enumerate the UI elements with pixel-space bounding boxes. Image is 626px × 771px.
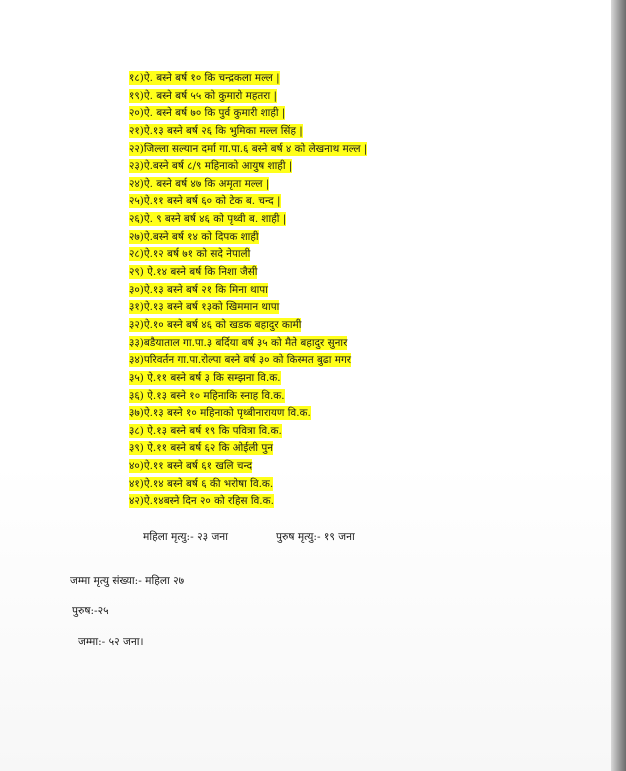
list-item (129, 70, 367, 88)
list-item (129, 493, 367, 511)
list-item-text: १९)ऐ. बस्ने बर्ष ५५ को कुमारो महतरा | (129, 89, 278, 102)
list-item (129, 317, 367, 335)
list-item-text: २२)जिल्ला सल्यान दर्मा गा.पा.६ बस्ने बर्ष ४ को लेखनाथ मल्ल | (129, 142, 368, 155)
list-item-text: ३१)ऐ.१३ बस्ने बर्ष १३को खिममान थापा (129, 301, 280, 314)
list-item (129, 176, 367, 194)
list-item (129, 264, 367, 282)
male-deaths-total: पुरुष मृत्यु:- १९ जना (276, 531, 355, 543)
list-item-text: २०)ऐ. बस्ने बर्ष ७० कि पुर्व कुमारी शाही | (129, 107, 286, 120)
list-item (129, 141, 367, 159)
list-item-text: ३०)ऐ.१३ बस्ने बर्ष २१ कि मिना थापा (129, 283, 268, 296)
list-item (129, 458, 367, 476)
list-item (129, 123, 367, 141)
death-list (129, 70, 367, 511)
female-deaths-total: महिला मृत्यु:- २३ जना (143, 531, 228, 543)
list-item-text: ३२)ऐ.१० बस्ने बर्ष ४६ को खडक बहादुर कामी (129, 318, 302, 331)
list-item-text: २५)ऐ.११ बस्ने बर्ष ६० को टेक ब. चन्द | (129, 195, 281, 208)
list-item-text: २१)ऐ.१३ बस्ने बर्ष २६ कि भुमिका मल्ल सिंह | (129, 124, 303, 137)
list-item-text: ४१)ऐ.१४ बस्ने बर्ष ६ की भरोषा वि.क. (129, 477, 274, 490)
list-item (129, 211, 367, 229)
list-item (129, 440, 367, 458)
list-item-text: १८)ऐ. बस्ने बर्ष १० कि चन्द्रकला मल्ल | (129, 72, 280, 84)
list-item-text: ३९) ऐ.११ बस्ने बर्ष ६२ कि ओईली पुन (129, 442, 274, 455)
list-item-text: ३६) ऐ.१३ बस्ने १० महिनाकि स्नाह वि.क. (129, 389, 285, 402)
list-item-text: ३५) ऐ.११ बस्ने बर्ष ३ कि सम्झना वि.क. (129, 371, 281, 384)
list-item-text: ३३)बडैयाताल गा.पा.३ बर्दिया बर्ष ३५ को मैते बहादुर सुनार (129, 336, 348, 349)
list-item (129, 158, 367, 176)
list-item-text: ३७)ऐ.१३ बस्ने १० महिनाको पृथ्बीनारायण वि.क. (129, 407, 311, 420)
list-item (129, 193, 367, 211)
list-item (129, 88, 367, 106)
list-item-text: ४०)ऐ.११ बस्ने बर्ष ६१ खलि चन्द (129, 460, 253, 473)
list-item-text: ३४)परिवर्तन गा.पा.रोल्पा बस्ने बर्ष ३० को किस्मत बुढा मगर (129, 354, 352, 367)
list-item-text: २४)ऐ. बस्ने बर्ष ४७ कि अमृता मल्ल | (129, 177, 270, 190)
list-item (129, 282, 367, 300)
list-item-text: २९) ऐ.१४ बस्ने बर्ष कि निशा जैसी (129, 266, 258, 279)
list-item (129, 229, 367, 247)
total-death-count-line: जम्मा मृत्यु संख्या:- महिला २७ (70, 575, 185, 587)
grand-total-line: जम्मा:- ५२ जना। (78, 636, 144, 648)
male-total-line: पुरुष:-२५ (72, 605, 109, 617)
list-item (129, 246, 367, 264)
list-item (129, 423, 367, 441)
list-item (129, 388, 367, 406)
list-item (129, 352, 367, 370)
list-item (129, 370, 367, 388)
list-item (129, 476, 367, 494)
list-item-text: २८)ऐ.१२ बर्ष ७१ को सदे नेपाली (129, 248, 251, 261)
list-item-text: २७)ऐ.बस्ने बर्ष १४ को दिपक शाही (129, 230, 259, 243)
list-item (129, 105, 367, 123)
list-item-text: २६)ऐ. ९ बस्ने बर्ष ४६ को पृथ्वी ब. शाही | (129, 213, 287, 226)
list-item (129, 299, 367, 317)
page-edge-shadow (611, 0, 626, 771)
list-item (129, 335, 367, 353)
list-item-text: ३८) ऐ.१३ बस्ने बर्ष १९ कि पवित्रा वि.क. (129, 424, 282, 437)
list-item-text: २३)ऐ.बस्ने बर्ष ८/९ महिनाको आयुष शाही | (129, 160, 293, 173)
list-item (129, 405, 367, 423)
list-item-text: ४२)ऐ.१४बस्ने दिन २० को रहिस वि.क. (129, 495, 274, 508)
